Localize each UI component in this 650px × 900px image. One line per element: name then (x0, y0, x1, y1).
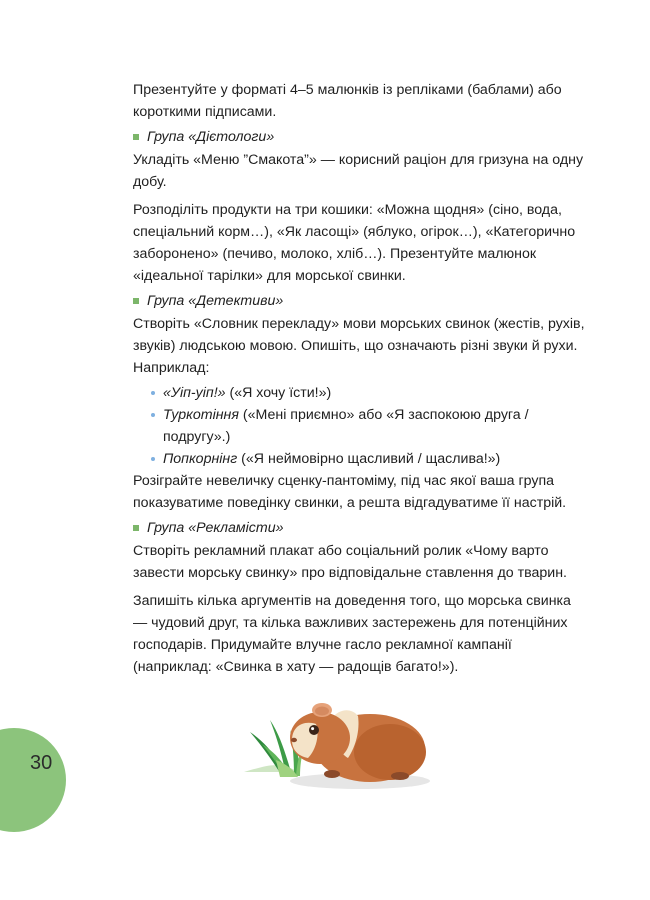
paragraph: Розподіліть продукти на три кошики: «Можна щодня» (сіно, вода, спеціальний корм…), «Як ласощі» (яблуко, огірок…), «Категорично заборонено» (печиво, молоко, хліб…). Презентуйте малюнок «ідеальної тарілки» для морської свинки. (133, 202, 576, 284)
group-dietologists (133, 126, 585, 287)
group-title: Група «Дієтологи» (147, 129, 275, 145)
page-number: 30 (30, 752, 53, 774)
paragraph: Створіть «Словник перекладу» мови морських свинок (жестів, рухів, звуків) людською мовою. Опишіть, що означають різні звуки й рухи. Наприклад: (133, 316, 585, 376)
intro-paragraph: Презентуйте у форматі 4–5 малюнків із репліками (баблами) або короткими підписами. (133, 82, 562, 120)
square-bullet-icon (133, 134, 139, 140)
list-item (149, 404, 585, 448)
list-item-term: Попкорнінг (163, 451, 238, 467)
paragraph: Запишіть кілька аргументів на доведення того, що морська свинка — чудовий друг, та кілька важливих застережень для потенційних господарів. Придумайте влучне гасло рекламної кампанії (наприклад: «Свинка в хату — радощів багато!»). (133, 593, 571, 675)
guinea-pig-icon (290, 703, 426, 782)
group-title: Група «Детективи» (147, 293, 284, 309)
paragraph: Розіграйте невеличку сценку-пантоміму, під час якої ваша група показуватиме поведінку свинки, а решта відгадуватиме її настрій. (133, 473, 567, 511)
sound-list (133, 382, 585, 470)
list-item-term: «Уіп-уіп!» (163, 385, 226, 401)
group-advertisers (133, 517, 585, 678)
group-detectives (133, 290, 585, 514)
guinea-pig-illustration (240, 680, 440, 795)
list-item (149, 448, 585, 470)
square-bullet-icon (133, 525, 139, 531)
list-item-term: Туркотіння (163, 407, 239, 423)
group-title: Група «Рекламісти» (147, 520, 284, 536)
paragraph: Створіть рекламний плакат або соціальний ролик «Чому варто завести морську свинку» про відповідальне ставлення до тварин. (133, 543, 567, 581)
group-heading (133, 290, 585, 312)
group-heading (133, 126, 585, 148)
list-item-text: («Я неймовірно щасливий / щаслива!») (237, 451, 501, 467)
paragraph: Укладіть «Меню ”Смакота”» — корисний раціон для гризуна на одну добу. (133, 152, 584, 190)
list-item-text: («Я хочу їсти!») (225, 385, 332, 401)
page-content (133, 79, 585, 681)
square-bullet-icon (133, 298, 139, 304)
group-heading (133, 517, 585, 539)
list-item (149, 382, 585, 404)
page-number-circle (0, 728, 66, 832)
list-item-text: («Мені приємно» або «Я заспокоюю друга / подругу».) (163, 407, 529, 445)
